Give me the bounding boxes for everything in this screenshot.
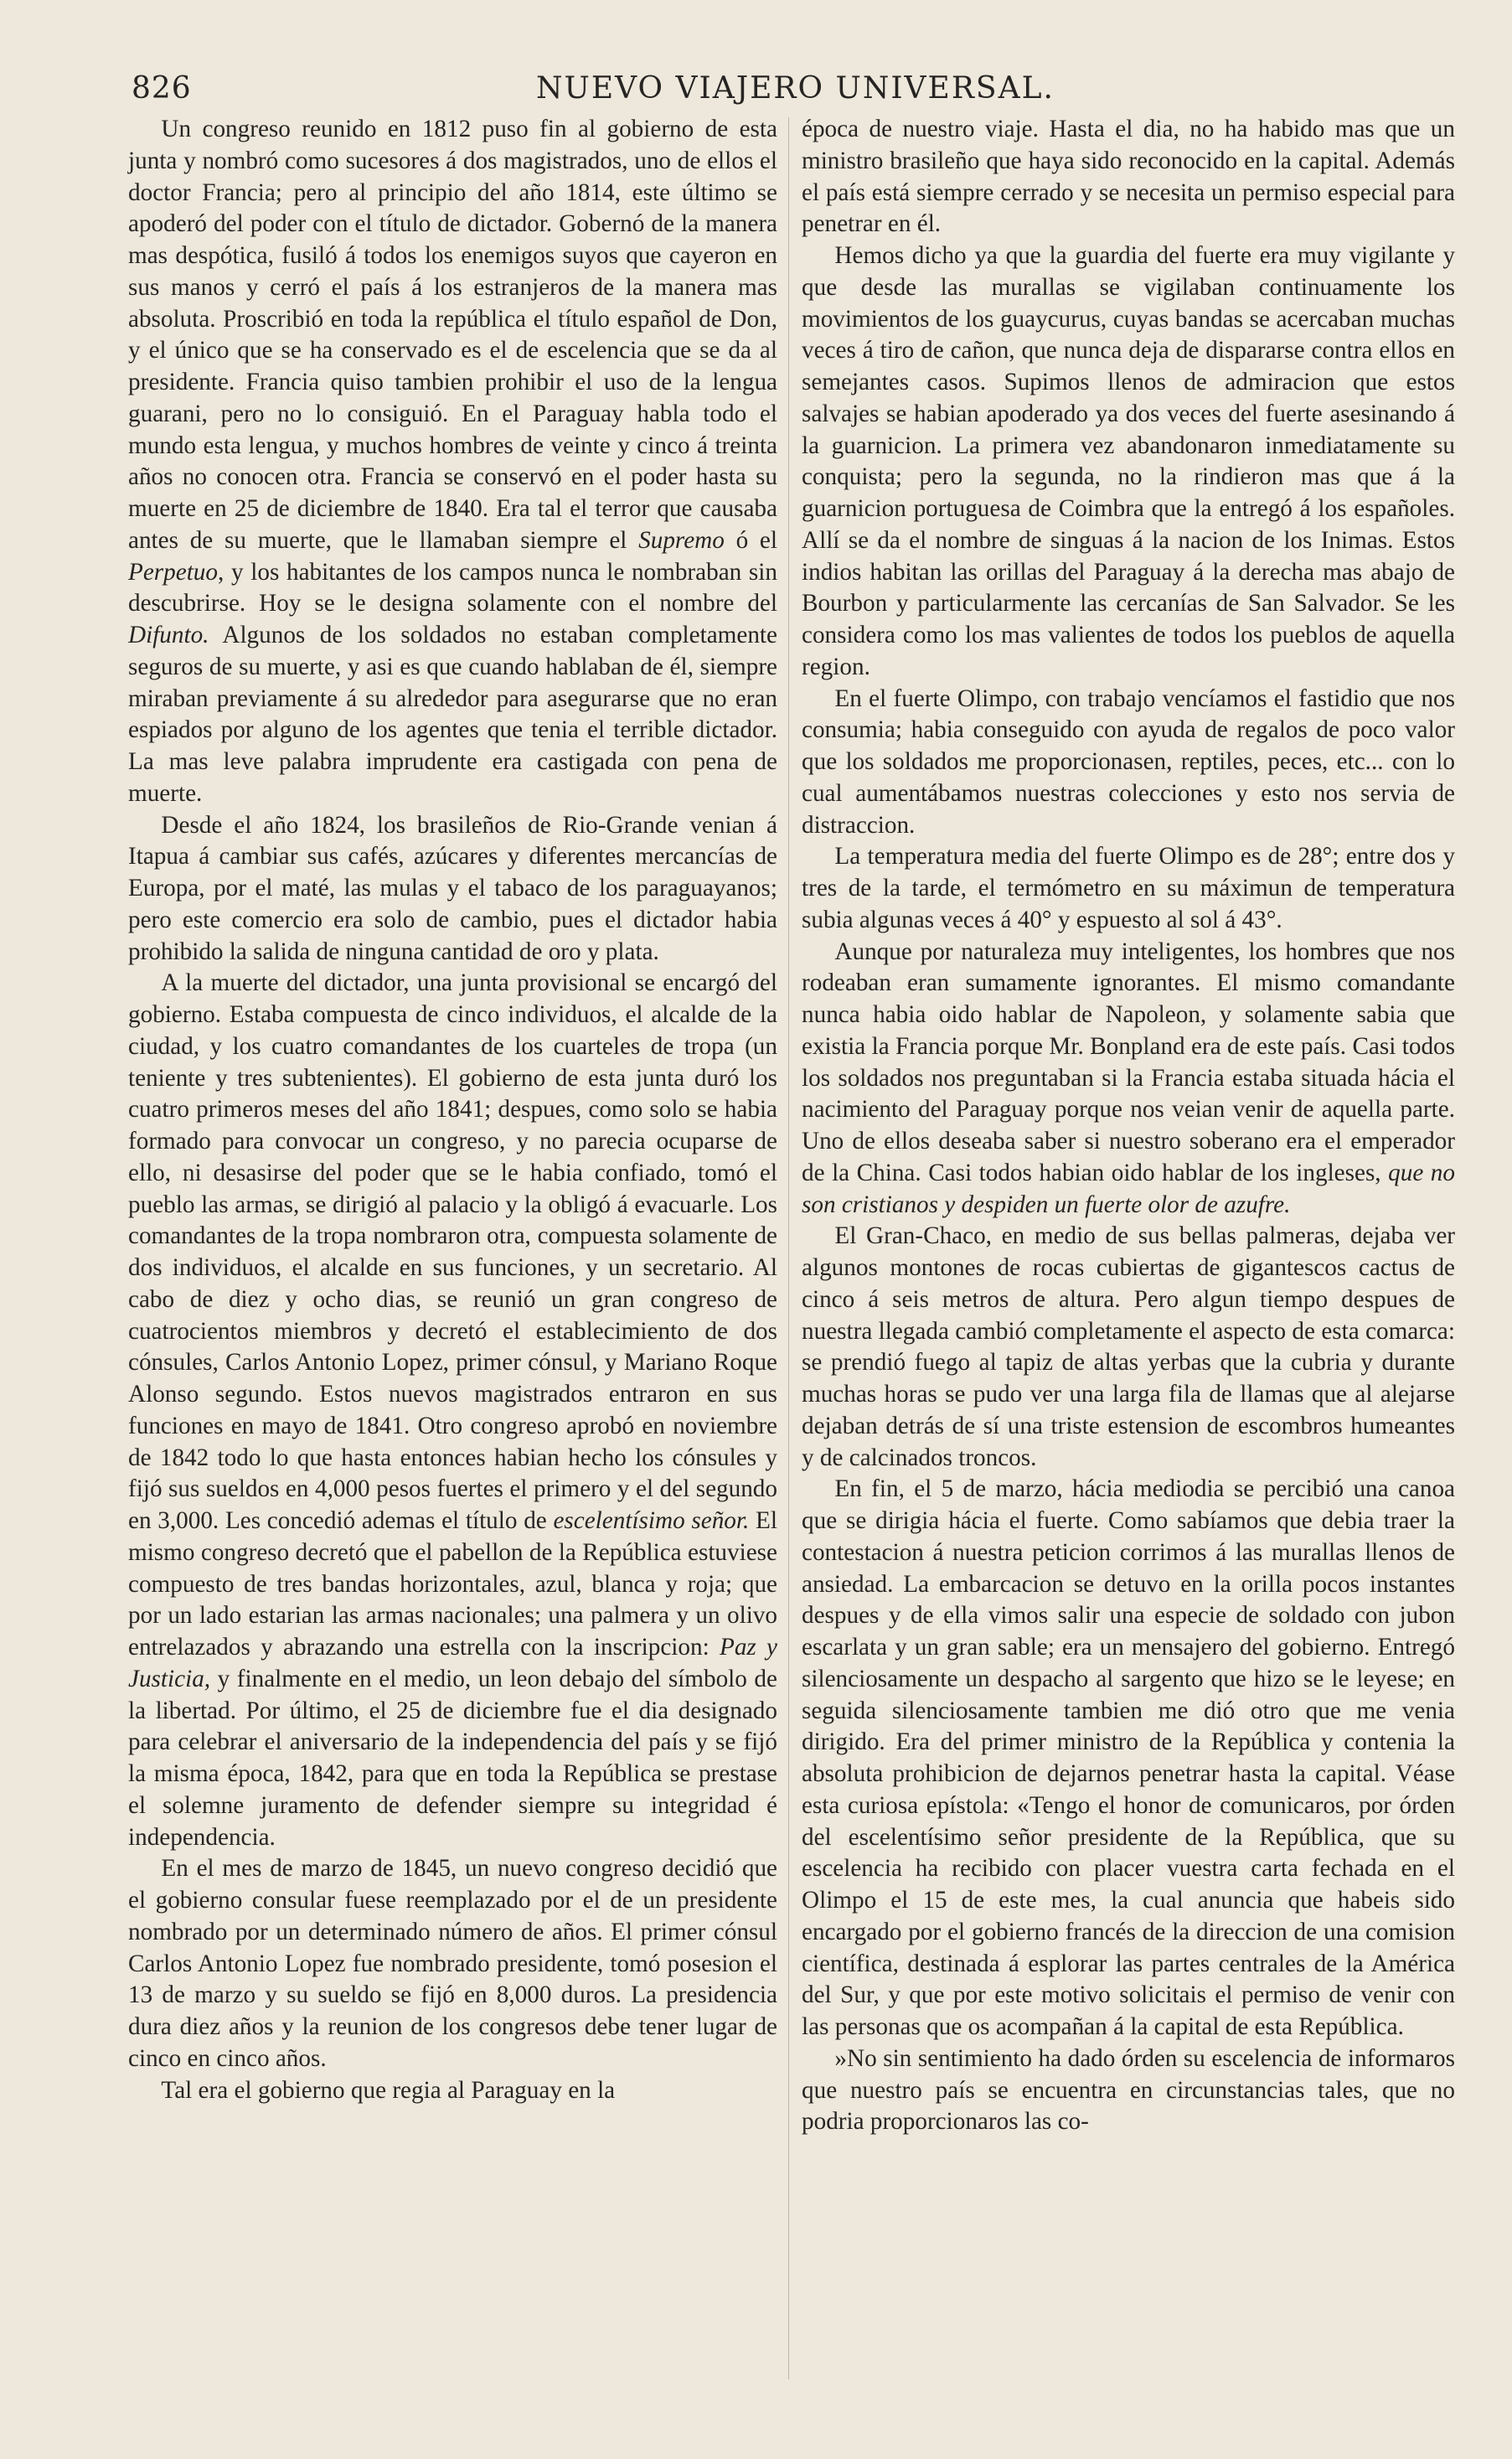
paragraph: [802, 2043, 1455, 2138]
paragraph: [802, 1221, 1455, 1474]
text-run: Un congreso reunido en 1812 puso fin al gobierno de esta junta y nombró como sucesores á dos magistrados, uno de ellos el doctor Francia; pero al principio del año 1814, este último se apoderó del poder con el título de dictador. Gobernó de la manera mas despótica, fusiló á todos los enemigos suyos que cayeron en sus manos y cerró el país á los estranjeros de la manera mas absoluta. Proscribió en toda la república el título español de Don, y el único que se ha conservado es el de escelencia que se da al presidente. Francia quiso tambien prohibir el uso de la lengua guarani, pero no lo consiguió. En el Paraguay habla todo el mundo esta lengua, y muchos hombres de veinte y cinco á treinta años no conocen otra. Francia se conservó en el poder hasta su muerte en 25 de diciembre de 1840. Era tal el terror que causaba antes de su muerte, que le llamaban siempre el: [128, 116, 777, 554]
paragraph: [802, 937, 1455, 1222]
text-run: y finalmente en el medio, un leon debajo del símbolo de la libertad. Por último, el 25 de diciembre fue el dia designado para celebrar el aniversario de la independencia del país y se fijó la misma época, 1842, para que en toda la República se prestase el solemne juramento de defender siempre su integridad é independencia.: [128, 1665, 777, 1851]
paragraph: [802, 1474, 1455, 2043]
text-run: Desde el año 1824, los brasileños de Rio-Grande venian á Itapua á cambiar sus cafés, azúcares y diferentes mercancías de Europa, por el maté, las mulas y el tabaco de los paraguayanos; pero este comercio era solo de cambio, pues el dictador habia prohibido la salida de ninguna cantidad de oro y plata.: [128, 811, 777, 965]
text-run: Algunos de los soldados no estaban completamente seguros de su muerte, y asi es que cuando hablaban de él, siempre miraban previamente á su alrededor para asegurarse que no eran espiados por alguno de los agentes que tenia el terrible dictador. La mas leve palabra imprudente era castigada con pena de muerte.: [128, 622, 777, 807]
paragraph: [802, 114, 1455, 240]
paragraph: [802, 684, 1455, 842]
italic-text: Difunto.: [128, 622, 209, 648]
italic-text: que no son cristianos y despiden un fuerte olor de azufre.: [802, 1159, 1455, 1218]
text-run: época de nuestro viaje. Hasta el dia, no ha habido mas que un ministro brasileño que haya sido reconocido en la capital. Además el país está siempre cerrado y se necesita un permiso especial para penetrar en él.: [802, 116, 1455, 238]
column-divider: [788, 117, 789, 2379]
paragraph: [128, 2075, 777, 2107]
text-run: ó el: [724, 526, 777, 554]
italic-text: escelentísimo señor.: [553, 1507, 750, 1534]
paragraph: [128, 114, 777, 810]
left-column: [128, 114, 777, 2106]
text-run: , y los habitantes de los campos nunca le nombraban sin descubrirse. Hoy se le designa solamente con el nombre del: [128, 558, 777, 617]
text-run: Tal era el gobierno que regia al Paraguay en la: [161, 2076, 616, 2104]
paragraph: [802, 841, 1455, 936]
paragraph: [128, 968, 777, 1853]
text-run: A la muerte del dictador, una junta provisional se encargó del gobierno. Estaba compuesta de cinco individuos, el alcalde de la ciudad, y los cuatro comandantes de los cuarteles de tropa (un teniente y tres subtenientes). El gobierno de esta junta duró los cuatro primeros meses del año 1841; despues, como solo se habia formado para convocar un congreso, y no parecia ocuparse de ello, ni desasirse del poder que se le habia confiado, tomó el pueblo las armas, se dirigió al palacio y la obligó á evacuarle. Los comandantes de la tropa nombraron otra, compuesta solamente de dos individuos, el alcalde en sus funciones, y un secretario. Al cabo de diez y ocho dias, se reunió un gran congreso de cuatrocientos miembros y decretó el establecimiento de dos cónsules, Carlos Antonio Lopez, primer cónsul, y Mariano Roque Alonso segundo. Estos nuevos magistrados entraron en sus funciones en mayo de 1841. Otro congreso aprobó en noviembre de 1842 todo lo que hasta entonces habian hecho los cónsules y fijó sus sueldos en 4,000 pesos fuertes el primero y el del segundo en 3,000. Les concedió ademas el título de: [128, 969, 777, 1534]
paragraph: [128, 1853, 777, 2074]
page-number: 826: [132, 71, 192, 106]
italic-text: Supremo: [638, 526, 725, 554]
text-run: Hemos dicho ya que la guardia del fuerte era muy vigilante y que desde las murallas se vigilaban continuamente los movimientos de los guaycurus, cuyas bandas se acercaban muchas veces á tiro de cañon, que nunca deja de dispararse contra ellos en semejantes casos. Supimos llenos de admiracion que estos salvajes se habian apoderado ya dos veces del fuerte asesinando á la guarnicion. La primera vez abandonaron inmediatamente su conquista; pero la segunda, no la rindieron mas que á la guarnicion portuguesa de Coimbra que la entregó á los españoles. Allí se da el nombre de singuas á la nacion de los Inimas. Estos indios habitan las orillas del Paraguay á la derecha mas abajo de Bourbon y particularmente las cercanías de San Salvador. Se les considera como los mas valientes de todos los pueblos de aquella region.: [802, 242, 1455, 680]
text-run: El Gran-Chaco, en medio de sus bellas palmeras, dejaba ver algunos montones de rocas cubiertas de gigantescos cactus de cinco á seis metros de altura. Pero algun tiempo despues de nuestra llegada cambió completamente el aspecto de esta comarca: se prendió fuego al tapiz de altas yerbas que la cubria y durante muchas horas se pudo ver una larga fila de llamas que al alejarse dejaban detrás de sí una triste estension de escombros humeantes y de calcinados troncos.: [802, 1222, 1455, 1471]
page-header: [132, 67, 1459, 111]
text-run: »No sin sentimiento ha dado órden su escelencia de informaros que nuestro país se encuentra en circunstancias tales, que no podria proporcionaros las co-: [802, 2044, 1455, 2136]
paragraph: [128, 810, 777, 969]
running-title: NUEVO VIAJERO UNIVERSAL.: [536, 71, 1055, 106]
text-run: El mismo congreso decretó que el pabellon de la República estuviese compuesto de tres bandas horizontales, azul, blanca y roja; que por un lado estarian las armas nacionales; una palmera y un olivo entrelazados y abrazando una estrella con la inscripcion:: [128, 1507, 777, 1661]
text-run: En el fuerte Olimpo, con trabajo vencíamos el fastidio que nos consumia; habia conseguido con ayuda de regalos de poco valor que los soldados me proporcionasen, reptiles, peces, etc... con lo cual aumentábamos nuestras colecciones y esto nos servia de distraccion.: [802, 684, 1455, 839]
italic-text: Perpetuo: [128, 558, 218, 586]
text-run: En fin, el 5 de marzo, hácia mediodia se percibió una canoa que se dirigia hácia el fuerte. Como sabíamos que debia traer la contestacion á nuestra peticion corrimos á las murallas llenos de ansiedad. La embarcacion se detuvo en la orilla pocos instantes despues y de ella vimos salir una especie de soldado con jubon escarlata y un gran sable; era un mensajero del gobierno. Entregó silenciosamente un despacho al sargento que hizo se le leyese; en seguida silenciosamente tambien me dió otro que me venia dirigido. Era del primer ministro de la República y contenia la absoluta prohibicion de dejarnos penetrar hasta la capital. Véase esta curiosa epístola: «Tengo el honor de comunicaros, por órden del escelentísimo señor presidente de la República, que su escelencia ha recibido con placer vuestra carta fechada en el Olimpo el 15 de este mes, la cual anuncia que habeis sido encargado por el gobierno francés de la direccion de una comision científica, destinada á esplorar las partes centrales de la América del Sur, y que por este motivo solicitais el permiso de venir con las personas que os acompañan á la capital de esta República.: [802, 1475, 1455, 2040]
paragraph: [802, 240, 1455, 684]
text-run: En el mes de marzo de 1845, un nuevo congreso decidió que el gobierno consular fuese reemplazado por el de un presidente nombrado por un determinado número de años. El primer cónsul Carlos Antonio Lopez fue nombrado presidente, tomó posesion el 13 de marzo y su sueldo se fijó en 8,000 duros. La presidencia dura diez años y la reunion de los congresos debe tener lugar de cinco en cinco años.: [128, 1855, 777, 2072]
italic-text: Paz y Justicia,: [128, 1634, 777, 1692]
right-column: [802, 114, 1455, 2138]
text-run: La temperatura media del fuerte Olimpo es de 28°; entre dos y tres de la tarde, el termómetro en su máximun de temperatura subia algunas veces á 40° y espuesto al sol á 43°.: [802, 843, 1455, 933]
text-run: Aunque por naturaleza muy inteligentes, los hombres que nos rodeaban eran sumamente ignorantes. El mismo comandante nunca habia oido hablar de Napoleon, y solamente sabia que existia la Francia porque Mr. Bonpland era de este país. Casi todos los soldados nos preguntaban si la Francia estaba situada hácia el nacimiento del Paraguay porque nos veian venir de aquella parte. Uno de ellos deseaba saber si nuestro soberano era el emperador de la China. Casi todos habian oido hablar de los ingleses,: [802, 938, 1455, 1186]
